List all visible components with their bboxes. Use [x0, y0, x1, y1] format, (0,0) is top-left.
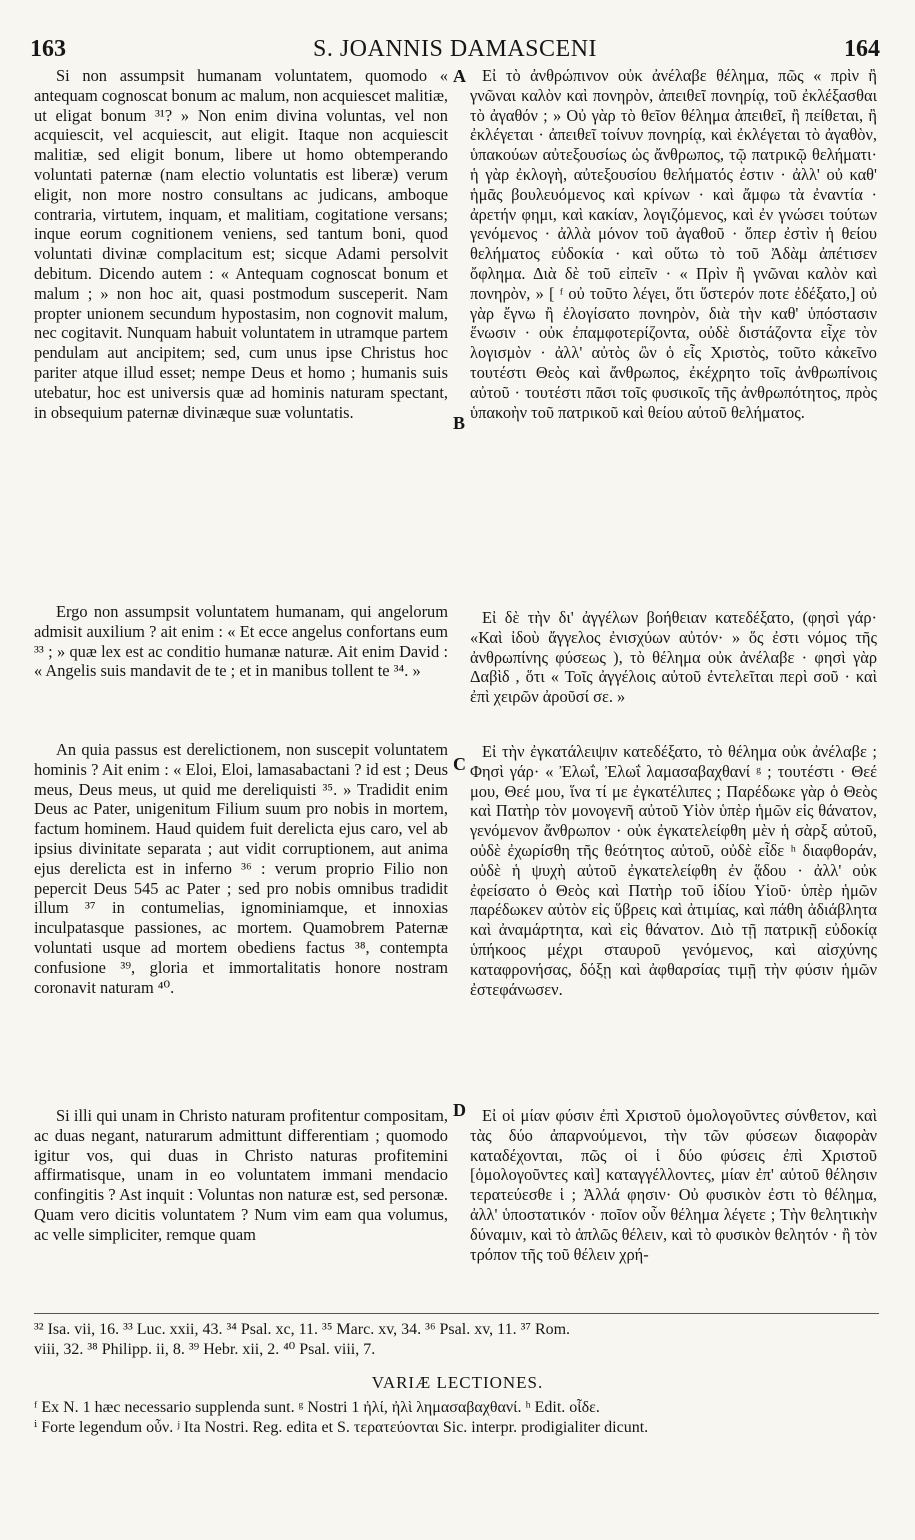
latin-paragraph-2: Ergo non assumpsit voluntatem humanam, qui angelorum admisit auxilium ? ait enim : « Et ecce angelus confortans eum ³³ ; » quæ lex est ac conditio humanæ naturæ. Ait enim David : « Angelis suis mandavit de te ; et in manibus tollent te ³⁴. » — [34, 602, 448, 681]
section-marker-c: C — [453, 754, 466, 774]
running-title: S. JOANNIS DAMASCENI — [312, 36, 598, 62]
variant-line-2: ⁱ Forte legendum οὖν. ʲ Ita Nostri. Reg. edita et S. τερατεύονται Sic. interpr. prodigialiter dicunt. — [34, 1419, 649, 1436]
section-marker-d: D — [453, 1100, 466, 1120]
greek-block-2 — [470, 608, 877, 707]
greek-paragraph-4: Εἰ οἱ μίαν φύσιν ἐπὶ Χριστοῦ ὁμολογοῦντες σύνθετον, καὶ τὰς δύο ἀπαρνούμενοι, τὴν τῶν φύσεων διαφορὰν καταδέχονται, πῶς οἱ ἱ δύο φύσεις ἐπὶ Χριστοῦ [ὁμολογοῦντες καὶ] καταγγέλλοντες, μίαν ἐπ' αὐτοῦ θέλησιν τερατεύεσθε ἱ ; Ἀλλά φησιν· Οὐ φυσικὸν ἐστι τὸ θέλημα, ἀλλ' ὑποστατικόν · ποῖον οὖν θέλημα λέγετε ; Τὴν θελητικὴν δύναμιν, καὶ τὸ ἁπλῶς θέλειν, καὶ τὸ φυσικὸν θελητόν · ἢ τὸν τρόπον τῆς τοῦ θέλειν χρή- — [470, 1106, 877, 1264]
greek-paragraph-1: Εἰ τὸ ἀνθρώπινον οὐκ ἀνέλαβε θέλημα, πῶς « πρὶν ἢ γνῶναι καλὸν καὶ πονηρὸν, ἀπειθεῖ πονηρίᾳ, τοῦ ἐκλέξασθαι τὸ ἀγαθόν ; » Οὐ γὰρ τὸ θεῖον θέλημα ἀπειθεῖ, ἢ πείθεται, ἢ ἐκλέγεται · ἀπειθεῖ τοίνυν πονηρίᾳ, καὶ ἐκλέγεται τὸ ἀγαθὸν, ὑπακούων αὐτεξουσίως ὡς ἄνθρωπος, τῷ πατρικῷ θελήματι· ἡ γὰρ ἐκλογὴ, αὐτεξουσίου θελήματός ἐστιν · ἀλλ' οὐ καθ' ἡμᾶς βουλευόμενος καὶ κρίνων · καὶ ἄμφω τὰ ἐναντία · ἀρετήν φημι, καὶ κακίαν, λογιζόμενος, καὶ ἐν γνώσει τούτων γενόμενος · ἀλλὰ μόνον τοῦ ἀγαθοῦ · ὅπερ ἐστὶν ἡ θείου θελήματος εὐδοκία · καὶ οὕτω τὸ τοῦ Ἀδὰμ ἀπέτισεν ὄφλημα. Διὰ δὲ τοῦ εἰπεῖν · « Πρὶν ἢ γνῶναι καλὸν καὶ πονηρὸν, » [ ᶠ οὐ τοῦτο λέγει, ὅτι ὕστερόν ποτε ἐδέξατο,] οὐ γὰρ ἔγνω ἢ ἐλογίσατο πονηρὸν, διὰ τὴν καθ' ὑπόστασιν ἕνωσιν · οὐκ ἐπαμφοτερίζοντα, οὐδὲ διστάζοντα εἶχε τὸν λογισμὸν · ἀλλ' αὐτὸς ὢν ὁ εἷς Χριστὸς, τοῦτο κἀκεῖνο τουτέστι Θεὸς καὶ ἄνθρωπος, ἐκέχρητο τοῖς ἀνθρωπίνοις αὐτοῦ · τουτέστι πᾶσι τοῖς φυσικοῖς τῆς ἀνθρωπότητος, πρὸς ὑπακοὴν τοῦ πατρικοῦ καὶ θείου αὐτοῦ θελήματος. — [470, 66, 877, 422]
page-number-right: 164 — [844, 36, 880, 62]
page-number-left: 163 — [30, 36, 66, 62]
latin-block-1 — [34, 66, 448, 422]
section-marker-b: B — [453, 413, 466, 433]
footnotes — [34, 1320, 879, 1360]
footnote-divider — [34, 1313, 879, 1314]
latin-block-3 — [34, 740, 448, 997]
greek-paragraph-2: Εἰ δὲ τὴν δι' ἀγγέλων βοήθειαν κατεδέξατο, (φησὶ γάρ· «Καὶ ἰδοὺ ἄγγελος ἐνισχύων αὐτόν· » ὅς ἐστι νόμος τῆς ἀνθρωπίνης φύσεως ), τὸ θέλημα οὐκ ἀνέλαβε · φησὶ γὰρ Δαβὶδ , ὅτι « Τοῖς ἀγγέλοις αὐτοῦ ἐντελεῖται περὶ σοῦ · καὶ ἐπὶ χειρῶν ἀροῦσί σε. » — [470, 608, 877, 707]
variae-lectiones — [34, 1398, 879, 1438]
variae-lectiones-heading: VARIÆ LECTIONES. — [371, 1373, 544, 1392]
section-marker-a: A — [453, 66, 466, 86]
running-header — [30, 34, 880, 66]
latin-paragraph-3: An quia passus est derelictionem, non suscepit voluntatem hominis ? Ait enim : « Eloi, Eloi, lamasabactani ? id est ; Deus meus, Deus meus, ut quid me dereliquisti ³⁵. » Tradidit enim Deus ac Pater, unigenitum Filium suum pro nobis in mortem, factum hominem. Haud quidem fuit derelicta ejus caro, vel ab ipsius divinitate separata ; aut vidit corruptionem, aut anima ejus derelicta est in inferno ³⁶ : verum proprio Filio non pepercit Deus 545 ac Pater ; sed pro nobis omnibus tradidit illum ³⁷ in contumelias, ignominiamque, et innoxias inculpatasque passiones, ac mortem. Quamobrem Paternæ voluntati usque ad mortem obediens factus ³⁸, contempta confusione ³⁹, gloria et immortalitatis honore nostram coronavit naturam ⁴⁰. — [34, 740, 448, 997]
greek-block-4 — [470, 1106, 877, 1264]
latin-paragraph-1: Si non assumpsit humanam voluntatem, quomodo « antequam cognoscat bonum ac malum, non acquiescet malitiæ, ut eligat bonum ³¹? » Non enim divina voluntas, vel non acquiescit, vel acquiescit, aut eligit. Itaque non acquiescit malitiæ, sed eligit bonum, libere ut homo obtemperando voluntati paternæ (nam electio voluntatis est liberæ) verum eligit, non more nostro consultans ac judicans, amboque contraria, virtutem, inquam, et malitiam, cogitatione versans; inque eorum cognitionem veniens, sed tantum boni, quod voluntati divinæ complacitum est; sicque Adami persolvit debitum. Dicendo autem : « Antequam cognoscat bonum et malum ; » non hoc ait, quasi postmodum susceperit. Nam propter unionem secundum hypostasim, non cognovit malum, nec cogitavit. Nunquam habuit voluntatem in utramque partem pendulam aut ancipitem; sed, cum unus ipse Christus hoc pariter atque illud esset; nempe Deus et homo ; humanis suis utebatur, hoc est universis quæ ad hominis naturam spectant, in obsequium paternæ divinæque suæ voluntatis. — [34, 66, 448, 422]
footnote-line-2: viii, 32. ³⁸ Philipp. ii, 8. ³⁹ Hebr. xii, 2. ⁴⁰ Psal. viii, 7. — [34, 1341, 376, 1358]
footnote-line-1: ³² Isa. vii, 16. ³³ Luc. xxii, 43. ³⁴ Psal. xc, 11. ³⁵ Marc. xv, 34. ³⁶ Psal. xv, 11. ³⁷ Rom. — [34, 1321, 571, 1338]
greek-block-1 — [470, 66, 877, 422]
latin-paragraph-4: Si illi qui unam in Christo naturam profitentur compositam, ac duas negant, naturarum admittunt differentiam ; quomodo igitur vos, qui duas in Christo naturas profitemini affirmatisque, unam in eo voluntatem immani mendacio confingitis ? Ast inquit : Voluntas non naturæ est, sed personæ. Quam vero dicitis voluntatem ? Num vim eam qua volumus, ac velle simpliciter, remque quam — [34, 1106, 448, 1244]
greek-block-3 — [470, 742, 877, 999]
latin-block-4 — [34, 1106, 448, 1245]
variant-line-1: ᶠ Ex N. 1 hæc necessario supplenda sunt. ᵍ Nostri 1 ἠλί, ἠλὶ λημασαβαχθανί. ʰ Edit. οἶδε. — [34, 1399, 600, 1416]
latin-block-2 — [34, 602, 448, 681]
greek-paragraph-3: Εἰ τὴν ἐγκατάλειψιν κατεδέξατο, τὸ θέλημα οὐκ ἀνέλαβε ; Φησὶ γάρ· « Ἐλωΐ, Ἐλωΐ λαμασαβαχθανί ᵍ ; τουτέστι · Θεέ μου, Θεέ μου, ἵνα τί με ἐγκατέλιπες ; Παρέδωκε γὰρ ὁ Θεὸς καὶ Πατὴρ τὸν μονογενῆ αὐτοῦ Υἱὸν ὑπὲρ ἡμῶν εἰς θάνατον, γενόμενον ἄνθρωπον · οὐκ ἐγκατελείφθη μὲν ἡ σὰρξ αὐτοῦ, οὐδὲ ἐχωρίσθη τῆς θεότητος αὐτοῦ, οὐδὲ εἶδε ʰ διαφθοράν, οὐδὲ ἡ ψυχὴ αὐτοῦ ἐγκατελείφθη ἐν ᾅδου · ἀλλ' οὐκ ἐφείσατο ὁ Θεὸς καὶ Πατὴρ τοῦ ἰδίου Υἱοῦ· ὑπὲρ ἡμῶν παρέδωκεν αὐτὸν εἰς ὕβρεις καὶ ἀτιμίας, καὶ πάθη ἀδιάβλητα καὶ ἀναμάρτητα, καὶ εἰς θάνατον. Διὸ τῇ πατρικῇ εὐδοκίᾳ ὑπήκοος μέχρι σταυροῦ γενόμενος, καὶ αἰσχύνης καταφρονήσας, δόξῃ καὶ ἀφθαρσίας τιμῇ τὴν φύσιν ἡμῶν ἐστεφάνωσεν. — [470, 742, 877, 999]
